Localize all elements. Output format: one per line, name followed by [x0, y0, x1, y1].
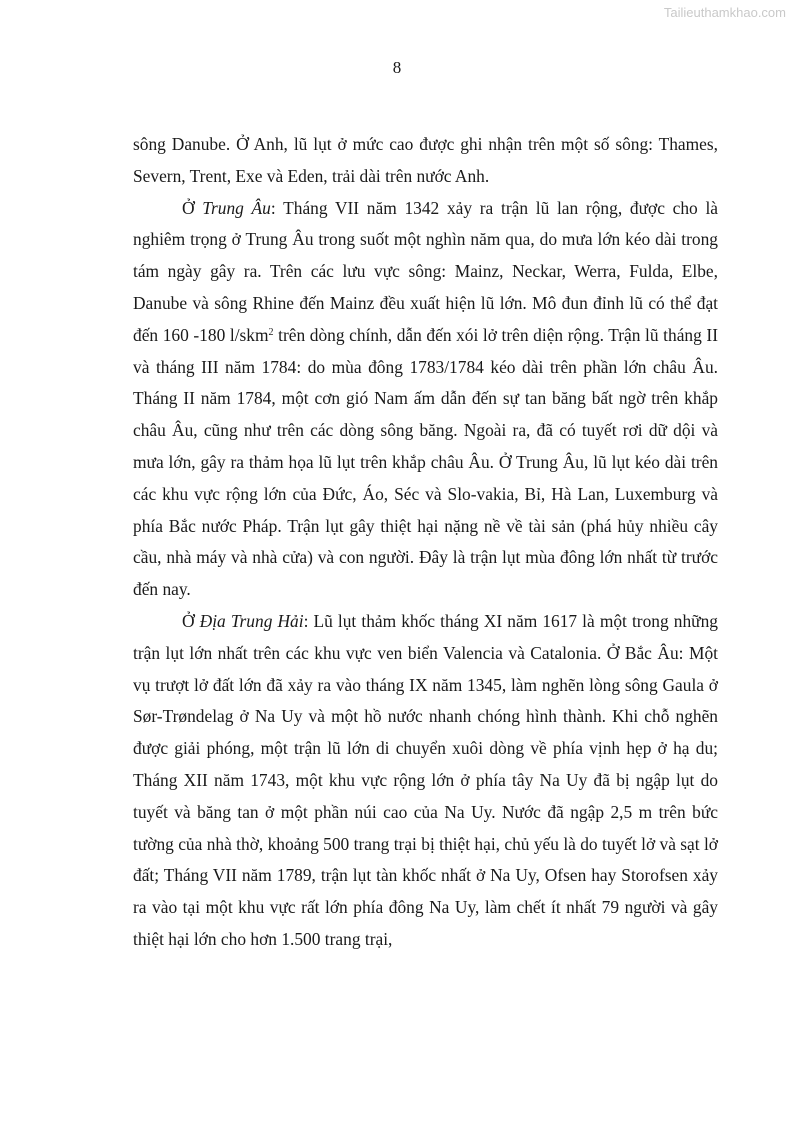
- paragraph-1: sông Danube. Ở Anh, lũ lụt ở mức cao được ghi nhận trên một số sông: Thames, Severn, Trent, Exe và Eden, trải dài trên nước Anh.: [133, 134, 718, 186]
- paragraph-2-text-b: trên dòng chính, dẫn đến xói lở trên diện rộng. Trận lũ tháng II và tháng III năm 1784: do mùa đông 1783/1784 kéo dài trên phần lớn châu Âu. Tháng II năm 1784, một cơn gió Nam ấm dẫn đến sự tan băng bất ngờ trên khắp châu Âu, cũng như trên các dòng sông băng. Ngoài ra, đã có tuyết rơi dữ dội và mưa lớn, gây ra thảm họa lũ lụt trên khắp châu Âu. Ở Trung Âu, lũ lụt kéo dài trên các khu vực rộng lớn của Đức, Áo, Séc và Slo-vakia, Bỉ, Hà Lan, Luxemburg và phía Bắc nước Pháp. Trận lụt gây thiệt hại nặng nề về tài sản (phá hủy nhiều cây cầu, nhà máy và nhà cửa) và con người. Đây là trận lụt mùa đông lớn nhất từ trước đến nay.: [133, 324, 718, 600]
- region-central-europe: Trung Âu: [202, 197, 271, 218]
- watermark: Tailieuthamkhao.com: [663, 5, 786, 20]
- paragraph-2-text-a: : Tháng VII năm 1342 xảy ra trận lũ lan rộng, được cho là nghiêm trọng ở Trung Âu trong suốt một nghìn năm qua, do mưa lớn kéo dài trong tám ngày gây ra. Trên các lưu vực sông: Mainz, Neckar, Werra, Fulda, Elbe, Danube và sông Rhine đến Mainz đều xuất hiện lũ lớn. Mô đun đỉnh lũ có thể đạt đến 160 -180 l/skm: [133, 197, 718, 345]
- paragraph-2-lead: Ở: [182, 197, 203, 218]
- unit-superscript: 2: [268, 326, 274, 338]
- paragraph-3-lead: Ở: [182, 610, 200, 631]
- document-body: [133, 129, 718, 956]
- paragraph-2: [133, 193, 718, 606]
- paragraph-3-text: : Lũ lụt thảm khốc tháng XI năm 1617 là một trong những trận lụt lớn nhất trên các khu vực ven biển Valencia và Catalonia. Ở Bắc Âu: Một vụ trượt lở đất lớn đã xảy ra vào tháng IX năm 1345, làm nghẽn lòng sông Gaula ở Sør-Trøndelag ở Na Uy và một hồ nước nhanh chóng hình thành. Khi chỗ nghẽn được giải phóng, một trận lũ lớn di chuyển xuôi dòng về phía vịnh hẹp ở hạ du; Tháng XII năm 1743, một khu vực rộng lớn ở phía tây Na Uy đã bị ngập lụt do tuyết và băng tan ở một phần núi cao của Na Uy. Nước đã ngập 2,5 m trên bức tường của nhà thờ, khoảng 500 trang trại bị thiệt hại, chủ yếu là do tuyết lở và sạt lở đất; Tháng VII năm 1789, trận lụt tàn khốc nhất ở Na Uy, Ofsen hay Storofsen xảy ra vào tại một khu vực rất lớn phía đông Na Uy, làm chết ít nhất 79 người và gây thiệt hại lớn cho hơn 1.500 trang trại,: [133, 610, 718, 949]
- paragraph-3: [133, 606, 718, 956]
- page-number: 8: [392, 58, 402, 77]
- region-mediterranean: Địa Trung Hải: [199, 610, 304, 631]
